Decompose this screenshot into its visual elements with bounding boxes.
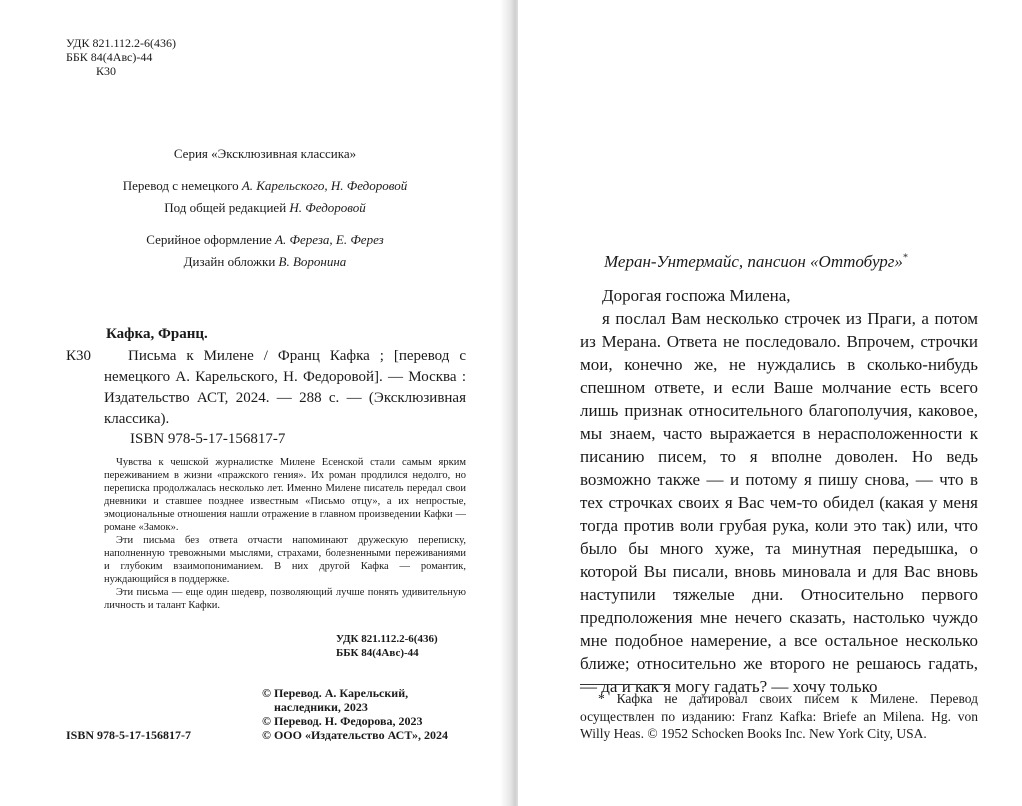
footnote-rule [580, 684, 670, 685]
bbk-code: ББК 84(4Авс)-44 [66, 50, 153, 64]
footnote [580, 690, 978, 743]
credits-block [100, 143, 430, 273]
author-heading: Кафка, Франц. [106, 326, 208, 342]
udk-repeat: УДК 821.112.2-6(436) ББК 84(4Авс)-44 [336, 633, 438, 659]
annotation-paragraph: Чувства к чешской журналистке Милене Есенской стали самым ярким переживанием в жизни «пражского гения». Их роман продлился недолго, но переписка продолжалась несколько лет. Именно Милене писатель передал свои дневники и ставшее позднее известным «Письмо отцу», а их непростые, эмоциональные отношения нашли отражение в главном произведении Кафки — романе «Замок». [104, 457, 466, 533]
letter-place-heading: Меран-Унтермайс, пансион «Оттобург»* [604, 252, 908, 271]
series-design-line: Серийное оформление А. Фереза, Е. Ферез [146, 232, 384, 247]
bibliographic-description: Письма к Милене / Франц Кафка ; [перевод с немецкого А. Карельского, Н. Федоровой]. — Москва : Издательство АСТ, 2024. — 288 с. — (Эксклюзивная классика). [104, 348, 466, 427]
annotation [104, 456, 466, 612]
copyright-block: © Перевод. А. Карельский, наследники, 2023 © Перевод. Н. Федорова, 2023 © ООО «Издательство АСТ», 2024 [262, 686, 449, 742]
isbn-bottom: ISBN 978-5-17-156817-7 [66, 728, 191, 742]
editor-line: Под общей редакцией Н. Федоровой [164, 200, 366, 215]
translators-line: Перевод с немецкого А. Карельского, Н. Федоровой [122, 178, 408, 193]
k30-label: К30 [66, 348, 92, 364]
cover-design-line: Дизайн обложки В. Воронина [183, 254, 347, 269]
footnote-mark: * [902, 252, 908, 264]
series-line: Серия «Эксклюзивная классика» [173, 146, 357, 161]
isbn-line: ISBN 978-5-17-156817-7 [130, 431, 286, 447]
udk-code: УДК 821.112.2-6(436) [66, 36, 177, 50]
udk-block [66, 36, 176, 78]
annotation-paragraph: Эти письма — еще один шедевр, позволяющий лучше понять удивительную личность и талант Кафки. [104, 587, 466, 611]
footnote-text: * Кафка не датировал своих писем к Милене. Перевод осуществлен по изданию: Franz Kafka: Briefe an Milena. Hg. von Willy Heas. © 1952 Schocken Books Inc. New York City, USA. [580, 691, 978, 741]
letter-text [580, 284, 978, 698]
annotation-paragraph: Эти письма без ответа отчасти напоминают дружескую переписку, наполненную тревожными мыслями, страхами, болезненными переживаниями и глубоким взаимопониманием. В них другой Кафка — романтик, нуждающийся в поддержке. [104, 535, 466, 585]
author-mark: К30 [96, 64, 117, 78]
letter-body: я послал Вам несколько строчек из Праги, а потом из Мерана. Ответа не последовало. Впрочем, строчки мои, конечно же, не нуждались в сколько-нибудь спешном ответе, и если Ваше молчание есть всего лишь признак относительного благополучия, каковое, мы знаем, часто выражается в нерасположенности к писанию писем, то я вполне доволен. Но ведь возможно также — и потому я пишу снова, — что в тех строчках своих я Вас чем-то обидел (какая у меня тогда против воли грубая рука, коли это так) или, что было бы много хуже, та минутная передышка, о которой Вы писали, вновь миновала и для Вас вновь наступили тяжелые дни. Относительно первого предположения мне нечего сказать, настолько чуждо мне подобное намерение, а все остальное несколько ближе; относительно же второго не решаюсь гадать, — да и как я могу гадать? — хочу только [580, 309, 978, 696]
salutation: Дорогая госпожа Милена, [602, 286, 791, 305]
